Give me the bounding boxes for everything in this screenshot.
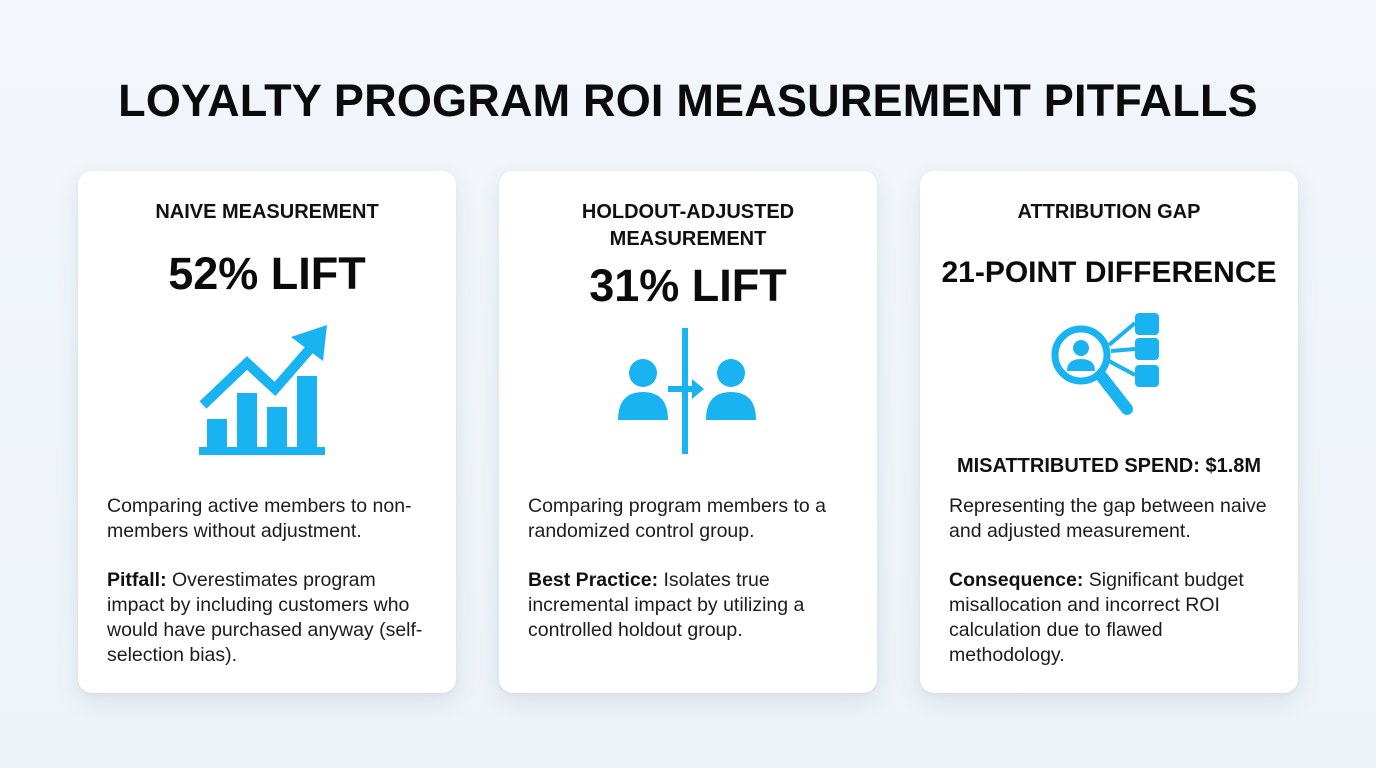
magnifier-network-icon [920, 311, 1298, 427]
card-note-label: Pitfall: [107, 569, 167, 591]
card-metric: 31% LIFT [589, 260, 787, 311]
card-note-label: Consequence: [949, 569, 1084, 591]
card-description: Comparing active members to non-members without adjustment. [107, 495, 412, 542]
card-subheading: MISATTRIBUTED SPEND: $1.8M [956, 455, 1262, 477]
rising-bar-chart-icon [78, 321, 456, 457]
card-metric: 52% LIFT [168, 248, 366, 299]
card-body [107, 494, 434, 668]
card-naive-measurement [78, 171, 456, 693]
card-body [949, 494, 1276, 668]
card-description: Comparing program members to a randomized control group. [528, 495, 827, 542]
card-attribution-gap [920, 171, 1298, 693]
card-note [528, 568, 855, 643]
card-note-text: Significant budget misallocation and incorrect ROI calculation due to flawed methodology. [949, 569, 1244, 666]
card-note-text: Overestimates program impact by including customers who would have purchased anyway (self-selection bias). [107, 569, 423, 666]
holdout-comparison-icon [499, 326, 877, 456]
card-body [528, 494, 855, 643]
page-title: LOYALTY PROGRAM ROI MEASUREMENT PITFALLS [118, 75, 1258, 126]
card-heading: NAIVE MEASUREMENT [155, 201, 379, 223]
card-description: Representing the gap between naive and adjusted measurement. [949, 495, 1267, 542]
card-metric: 21-POINT DIFFERENCE [941, 256, 1277, 289]
card-holdout-adjusted-measurement [499, 171, 877, 693]
card-heading: HOLDOUT-ADJUSTED MEASUREMENT [581, 201, 795, 250]
card-note-text: Isolates true incremental impact by utilizing a controlled holdout group. [528, 569, 805, 641]
card-note [107, 568, 434, 668]
card-heading: ATTRIBUTION GAP [1017, 201, 1201, 223]
card-note [949, 568, 1276, 668]
card-note-label: Best Practice: [528, 569, 659, 591]
